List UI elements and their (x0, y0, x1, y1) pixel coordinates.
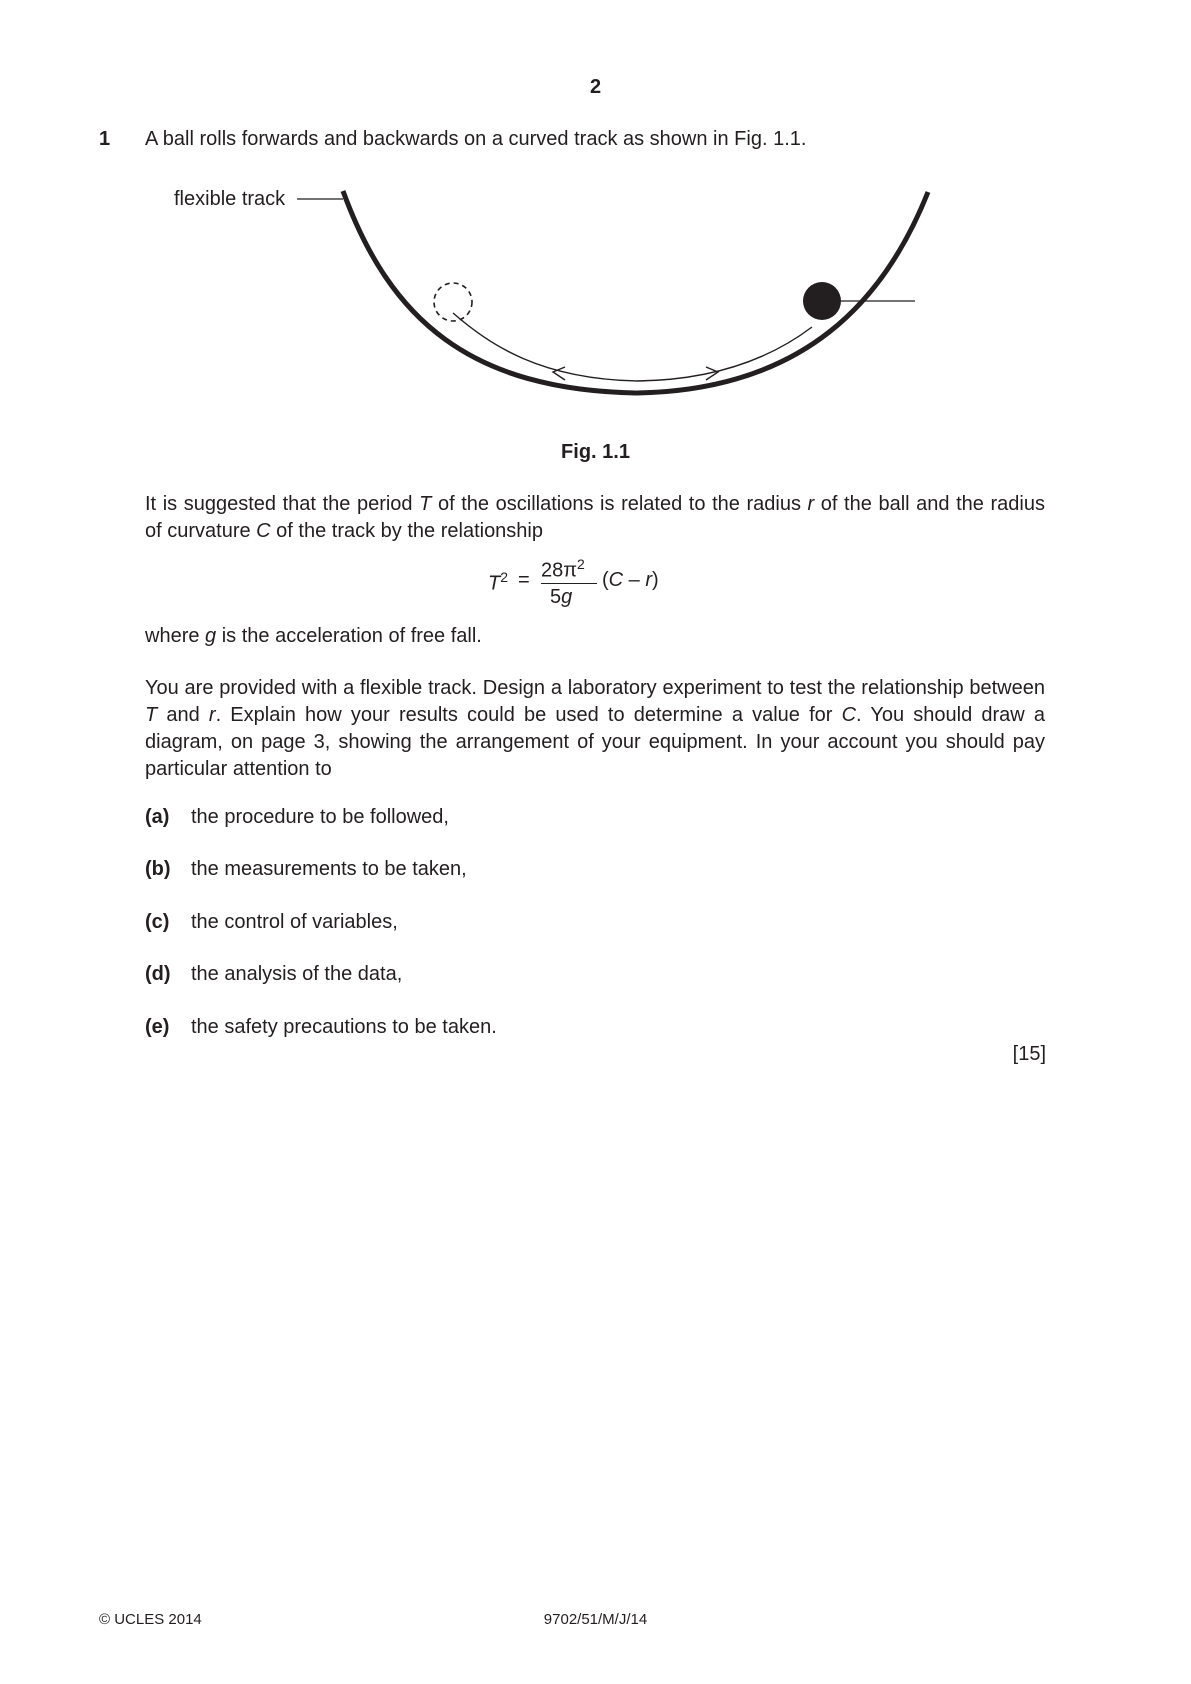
paragraph-relationship: It is suggested that the period T of the oscillations is related to the radius r of the ball and the radius of curvature C of the track by the relationship (145, 493, 1045, 542)
list-item-d: (d) the analysis of the data, (145, 963, 403, 985)
question-intro: A ball rolls forwards and backwards on a curved track as shown in Fig. 1.1. (145, 128, 807, 150)
figure-caption: Fig. 1.1 (561, 441, 630, 463)
marks-total: [15] (1012, 1043, 1046, 1065)
figure-track-diagram (0, 0, 1191, 440)
formula-lhs-exp: 2 (500, 569, 509, 585)
page-number: 2 (589, 76, 602, 98)
formula-equals: = (518, 569, 530, 591)
question-number: 1 (99, 128, 111, 150)
paragraph-task: You are provided with a flexible track. Design a laboratory experiment to test the relationship between T and r. Explain how your results could be used to determine a value for C. You should draw a diagram, on page 3, showing the arrangement of your equipment. In your account you should pay particular attention to (145, 677, 1045, 780)
formula-fraction-bar (541, 583, 597, 584)
paragraph-free-fall: where g is the acceleration of free fall. (145, 625, 482, 647)
formula-numerator: $28\pi^2$ (541, 556, 585, 582)
footer-paper-code: 9702/51/M/J/14 (543, 1611, 648, 1628)
list-item-b: (b) the measurements to be taken, (145, 858, 467, 880)
formula-bracket: (C – r) (602, 569, 659, 591)
footer-copyright: © UCLES 2014 (99, 1611, 202, 1628)
formula-denominator: 5g (550, 586, 573, 608)
solid-ball (803, 282, 841, 320)
formula (488, 556, 708, 616)
track-label: flexible track (174, 188, 286, 210)
list-item-a: (a) the procedure to be followed, (145, 806, 449, 828)
formula-lhs-var: T (488, 572, 501, 595)
list-item-e: (e) the safety precautions to be taken. (145, 1016, 497, 1038)
flexible-track-curve (343, 191, 928, 393)
list-item-c: (c) the control of variables, (145, 911, 398, 933)
dashed-ball-outline (434, 283, 472, 321)
